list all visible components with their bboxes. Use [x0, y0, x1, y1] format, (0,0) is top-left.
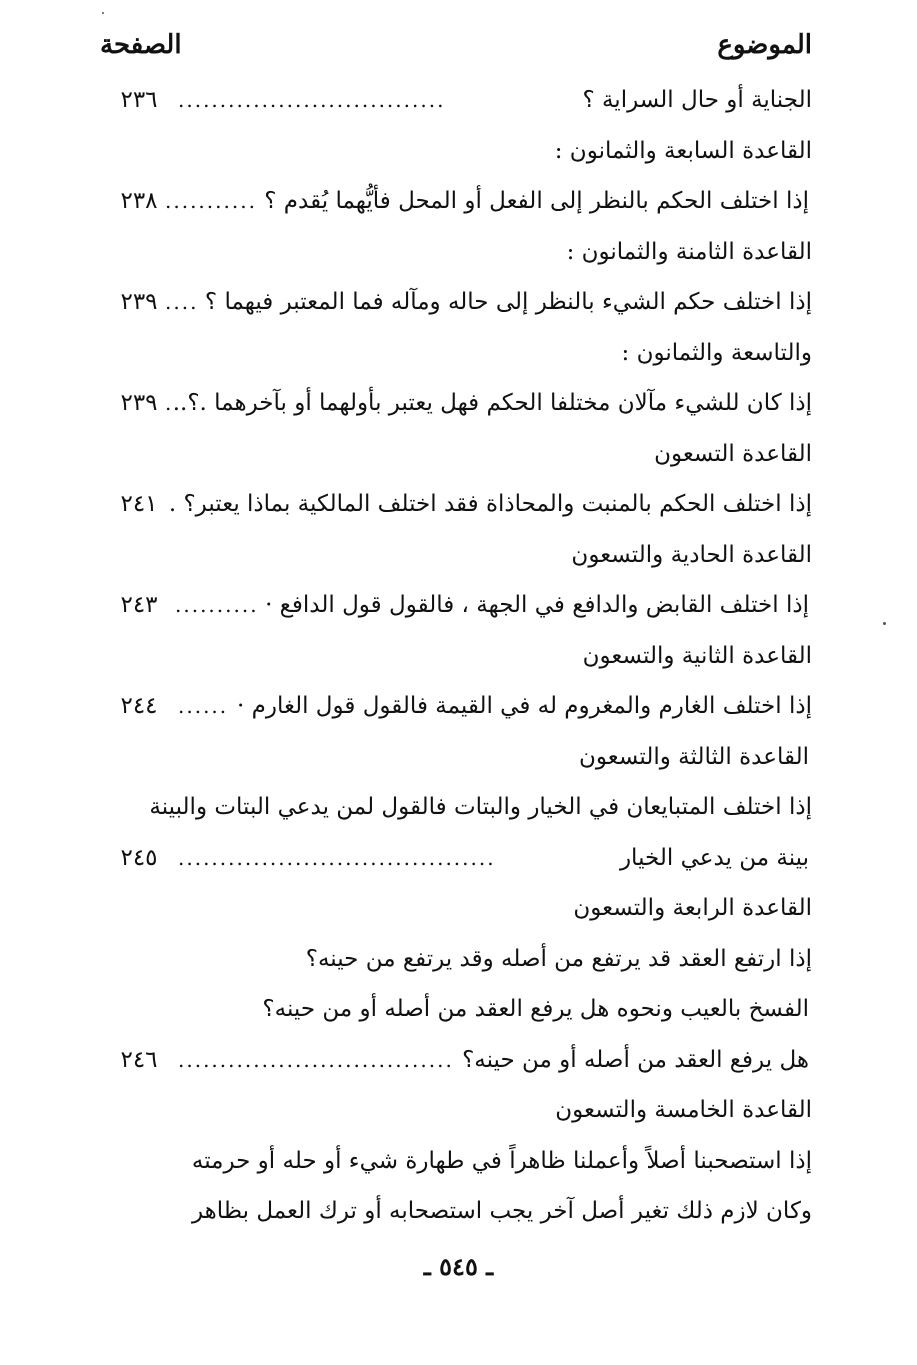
- leader-dots: ....: [165, 290, 199, 314]
- rule-heading: القاعدة الثانية والتسعون: [582, 642, 812, 669]
- entry-text: إذا اختلف الغارم والمغروم له في القيمة فالقول قول الغارم ·: [237, 693, 812, 719]
- entry-text: بينة من يدعي الخيار: [619, 844, 809, 871]
- rule-heading: القاعدة الثامنة والثمانون :: [566, 238, 812, 265]
- leader-dots: ..........: [175, 593, 259, 617]
- rule-heading: القاعدة الرابعة والتسعون: [573, 895, 812, 921]
- list-item: [100, 836, 812, 887]
- page-number: ٢٣٩: [120, 390, 158, 416]
- entry-text: إذا اختلف الحكم بالنظر إلى الفعل أو المحل فأيُّهما يُقدم ؟: [264, 188, 809, 214]
- rule-heading: والتاسعة والثمانون :: [621, 339, 812, 366]
- rule-heading: القاعدة السابعة والثمانون :: [554, 137, 812, 164]
- page-number: ٢٣٩: [120, 289, 158, 315]
- rule-heading: القاعدة التسعون: [654, 440, 812, 467]
- rule-heading: القاعدة الخامسة والتسعون: [555, 1097, 812, 1123]
- entry-text: الفسخ بالعيب ونحوه هل يرفع العقد من أصله أو من حينه؟: [262, 996, 809, 1022]
- list-item: [100, 1038, 812, 1089]
- page-number: ٢٤٣: [120, 592, 158, 618]
- list-item: [100, 1189, 812, 1240]
- list-item: [100, 432, 812, 483]
- entry-text: إذا اختلف الحكم بالمنبت والمحاذاة فقد اختلف المالكية بماذا يعتبر؟ .: [168, 491, 812, 517]
- list-item: [100, 482, 812, 533]
- list-item: [100, 785, 812, 836]
- list-item: [100, 634, 812, 685]
- leader-dots: ......................................: [178, 845, 496, 870]
- list-item: [100, 583, 812, 634]
- entry-text: إذا اختلف حكم الشيء بالنظر إلى حاله ومآله فما المعتبر فيهما ؟: [204, 289, 812, 315]
- rule-heading: القاعدة الثالثة والتسعون: [579, 743, 809, 770]
- page-folio: ـ ٥٤٥ ـ: [423, 1252, 494, 1281]
- table-of-contents-header: [100, 30, 812, 74]
- page-number: ٢٣٨: [120, 188, 158, 214]
- page-number: ٢٤٦: [120, 1046, 158, 1073]
- leader-dots: .................................: [178, 1047, 454, 1072]
- list-item: [100, 179, 812, 230]
- leader-dots: ...........: [165, 189, 257, 213]
- entry-text: الجناية أو حال السراية ؟: [582, 87, 812, 113]
- leader-dots: ................................: [178, 88, 446, 112]
- list-item: [100, 735, 812, 786]
- entry-text: إذا استصحبنا أصلاً وأعملنا ظاهراً في طهارة شيء أو حله أو حرمته: [191, 1147, 812, 1174]
- page-column-heading: الصفحة: [100, 30, 182, 60]
- page-number: ٢٣٦: [120, 87, 158, 113]
- page-number: ٢٤٤: [120, 693, 158, 719]
- entry-text: إذا اختلف القابض والدافع في الجهة ، فالقول قول الدافع ·: [265, 592, 809, 618]
- leader-dots: ......: [178, 694, 229, 718]
- page-number: ٢٤٥: [120, 844, 158, 871]
- list-item: [100, 937, 812, 988]
- list-item: [100, 280, 812, 331]
- scan-speck: [102, 12, 104, 14]
- entry-text: إذا كان للشيء مآلان مختلفا الحكم فهل يعتبر بأولهما أو بآخرهما .؟..: [172, 390, 812, 416]
- entry-text: هل يرفع العقد من أصله أو من حينه؟: [462, 1046, 809, 1073]
- list-item: [100, 78, 812, 129]
- topic-column-heading: الموضوع: [717, 30, 812, 60]
- entry-text: إذا اختلف المتبايعان في الخيار والبتات فالقول لمن يدعي البتات والبينة: [149, 794, 812, 820]
- list-item: [100, 331, 812, 382]
- list-item: [100, 684, 812, 735]
- entry-text: وكان لازم ذلك تغير أصل آخر يجب استصحابه أو ترك العمل بظاهر: [191, 1198, 812, 1224]
- list-item: [100, 230, 812, 281]
- page-number: ٢٤١: [120, 491, 158, 517]
- entry-text: إذا ارتفع العقد قد يرتفع من أصله وقد يرتفع من حينه؟: [305, 945, 812, 972]
- list-item: [100, 381, 812, 432]
- contents-list: [100, 78, 812, 1240]
- leader-dots: .: [165, 391, 174, 415]
- list-item: [100, 987, 812, 1038]
- scan-speck: [883, 622, 886, 625]
- list-item: [100, 1088, 812, 1139]
- list-item: [100, 886, 812, 937]
- list-item: [100, 1139, 812, 1190]
- rule-heading: القاعدة الحادية والتسعون: [571, 541, 812, 568]
- list-item: [100, 533, 812, 584]
- list-item: [100, 129, 812, 180]
